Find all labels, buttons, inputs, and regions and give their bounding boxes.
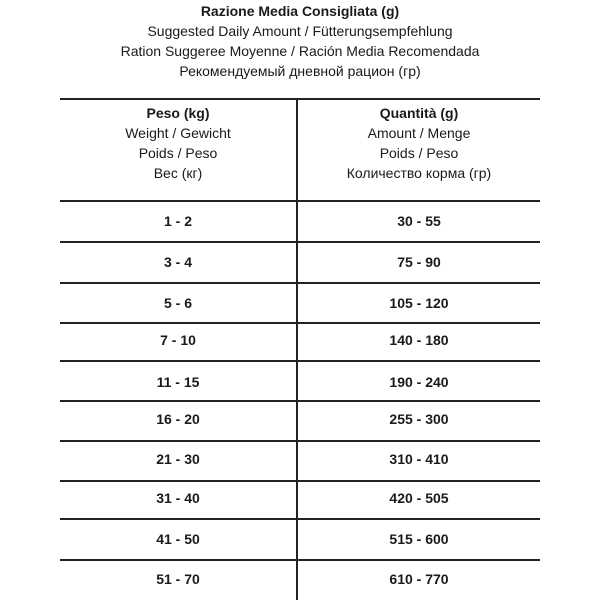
weight-cell: 5 - 6	[163, 295, 192, 311]
amount-cell: 420 - 505	[389, 490, 449, 506]
amount-cell: 75 - 90	[397, 254, 441, 270]
weight-cell: 16 - 20	[156, 411, 200, 427]
table-top-rule	[60, 98, 540, 100]
table-row	[60, 283, 540, 323]
table-row	[60, 362, 540, 402]
weight-cell: 1 - 2	[163, 213, 192, 229]
table-row	[60, 478, 540, 518]
amount-cell: 310 - 410	[389, 451, 449, 467]
amount-cell: 610 - 770	[389, 571, 449, 587]
column-header-weight	[60, 103, 296, 183]
weight-cell: 21 - 30	[156, 451, 200, 467]
column-header-amount-title: Quantità (g)	[379, 105, 459, 121]
weight-cell: 3 - 4	[163, 254, 192, 270]
amount-cell: 515 - 600	[389, 531, 449, 547]
table-row	[60, 242, 540, 282]
subtitle-fr-es: Ration Suggeree Moyenne / Ración Media Recomendada	[120, 43, 480, 59]
subtitle-en-de: Suggested Daily Amount / Fütterungsempfehlung	[147, 23, 453, 39]
column-header-amount-sub1: Amount / Menge	[367, 125, 471, 141]
table-row	[60, 399, 540, 439]
table-row	[60, 439, 540, 479]
column-header-weight-sub1: Weight / Gewicht	[125, 125, 231, 141]
table-row	[60, 519, 540, 559]
column-header-amount-sub3: Количество корма (гр)	[346, 165, 492, 181]
column-header-weight-title: Peso (kg)	[146, 105, 210, 121]
feeding-table	[60, 98, 540, 600]
column-header-weight-sub2: Poids / Peso	[138, 145, 218, 161]
column-header-amount-sub2: Poids / Peso	[379, 145, 459, 161]
weight-cell: 7 - 10	[160, 332, 196, 348]
table-row	[60, 320, 540, 360]
weight-cell: 11 - 15	[156, 374, 200, 390]
table-row	[60, 559, 540, 599]
column-header-weight-sub3: Вес (кг)	[153, 165, 203, 181]
amount-cell: 30 - 55	[397, 213, 441, 229]
weight-cell: 31 - 40	[156, 490, 200, 506]
weight-cell: 51 - 70	[156, 571, 200, 587]
column-header-amount	[298, 103, 540, 183]
subtitle-ru: Рекомендуемый дневной рацион (гр)	[179, 63, 421, 79]
weight-cell: 41 - 50	[156, 531, 200, 547]
page-title: Razione Media Consigliata (g)	[200, 3, 400, 19]
amount-cell: 105 - 120	[389, 295, 449, 311]
table-row	[60, 201, 540, 241]
amount-cell: 255 - 300	[389, 411, 449, 427]
amount-cell: 140 - 180	[389, 332, 449, 348]
amount-cell: 190 - 240	[389, 374, 449, 390]
